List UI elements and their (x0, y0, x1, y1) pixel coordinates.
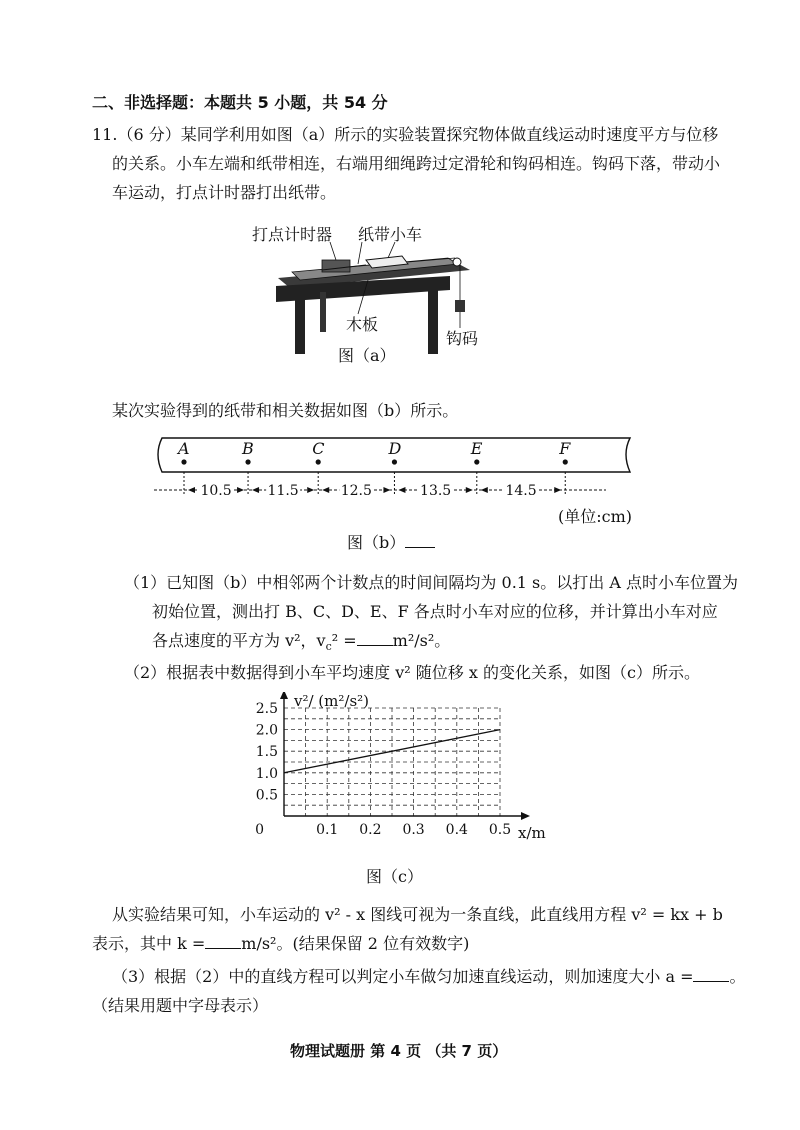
part1-line-2: 初始位置，测出打 B、C、D、E、F 各点时小车对应的位移，并计算出小车对应 (152, 602, 718, 621)
intro-figure-b: 某次实验得到的纸带和相关数据如图（b）所示。 (112, 401, 459, 420)
label-cart: 小车 (390, 225, 423, 244)
page-footer: 物理试题册 第 4 页 （共 7 页） (290, 1042, 508, 1060)
table-leg-right (428, 288, 438, 354)
tape-dot (392, 459, 397, 464)
tape-point-label: B (242, 439, 254, 458)
tape-point-label: A (178, 439, 190, 458)
y-tick-label: 2.0 (255, 722, 278, 739)
part1-line-1: （1）已知图（b）中相邻两个计数点的时间间隔均为 0.1 s。以打出 A 点时小车位置为 (124, 573, 738, 592)
spacing-label: 10.5 (200, 483, 232, 499)
tape-point-label: D (388, 439, 402, 458)
answer-blank-vc2[interactable] (357, 631, 393, 646)
spacing-label: 12.5 (340, 483, 372, 499)
figure-b-tape (150, 432, 650, 532)
after-c-line-2 (92, 933, 469, 955)
part2-line-1: （2）根据表中数据得到小车平均速度 v² 随位移 x 的变化关系，如图（c）所示。 (124, 663, 700, 682)
tape-point-label: C (312, 439, 325, 458)
part1-line3-pre: 各点速度的平方为 v²，v (152, 631, 326, 650)
tape-point-label: E (470, 439, 483, 458)
part1-line3-post: m²/s²。 (392, 631, 451, 650)
part1-line3-sub: c (325, 640, 332, 654)
tape-dot (316, 459, 321, 464)
tape-dot (181, 459, 186, 464)
x-tick-label: 0.5 (488, 822, 512, 838)
chart-xlabel: x/m (518, 824, 546, 842)
x-tick-label: 0.3 (402, 822, 425, 838)
answer-blank-a[interactable] (693, 967, 729, 982)
label-timer: 打点计时器 (252, 225, 333, 244)
y-tick-label: 2.5 (255, 701, 278, 717)
x-tick-label: 0.4 (445, 822, 468, 838)
label-weight: 钩码 (446, 329, 479, 348)
answer-blank-k[interactable] (205, 934, 241, 949)
figure-b-caption (347, 532, 435, 554)
chart-ylabel: v²/ (m²/s²) (294, 692, 370, 710)
tape-dot (245, 459, 250, 464)
after-c-line2-post: m/s²。(结果保留 2 位有效数字) (241, 934, 470, 953)
part3-line1-pre: （3）根据（2）中的直线方程可以判定小车做匀加速直线运动，则加速度大小 a = (112, 967, 694, 986)
y-tick-label: 1.0 (255, 765, 278, 782)
tape-point-label: F (559, 439, 571, 458)
tape-dot (474, 459, 479, 464)
y-axis-arrow (280, 692, 288, 699)
x-tick-label: 0.1 (316, 822, 339, 838)
part3-line-1 (112, 966, 746, 988)
after-c-line-1: 从实验结果可知，小车运动的 v² - x 图线可视为一条直线，此直线用方程 v² = kx + b (112, 905, 723, 924)
figure-c-chart (240, 692, 570, 864)
y-tick-label: 0.5 (255, 787, 278, 804)
q11-line-3: 车运动，打点计时器打出纸带。 (112, 183, 337, 202)
q11-line-1: 11.（6 分）某同学利用如图（a）所示的实验装置探究物体做直线运动时速度平方与位移 (92, 125, 719, 144)
hook-weight (455, 300, 465, 312)
part1-line-3 (152, 630, 450, 658)
label-board: 木板 (346, 315, 379, 334)
timer-device (322, 260, 350, 272)
table-leg-back (320, 292, 326, 332)
y-tick-label: 0 (255, 822, 264, 838)
spacing-label: 14.5 (505, 483, 537, 499)
spacing-label: 13.5 (420, 483, 452, 499)
figure-c-caption: 图（c） (366, 867, 423, 886)
y-tick-label: 1.5 (255, 744, 278, 761)
part1-line3-mid: ² = (331, 631, 357, 650)
after-c-line2-pre: 表示，其中 k = (92, 934, 206, 953)
section-title: 二、非选择题：本题共 5 小题，共 54 分 (92, 93, 388, 112)
figure-b-caption-text: 图（b） (347, 533, 406, 552)
x-tick-label: 0.2 (359, 822, 382, 838)
unit-label: (单位:cm) (558, 507, 633, 526)
x-axis-arrow (521, 812, 530, 820)
q11-line-2: 的关系。小车左端和纸带相连，右端用细绳跨过定滑轮和钩码相连。钩码下落，带动小 (112, 154, 721, 173)
part3-line-2: （结果用题中字母表示） (92, 996, 269, 1015)
tape-dot (563, 459, 568, 464)
figure-a-caption: 图（a） (338, 346, 396, 365)
part3-line1-post: 。 (729, 967, 746, 986)
label-tape: 纸带 (358, 225, 391, 244)
spacing-label: 11.5 (267, 483, 299, 499)
table-leg-left (295, 298, 305, 354)
